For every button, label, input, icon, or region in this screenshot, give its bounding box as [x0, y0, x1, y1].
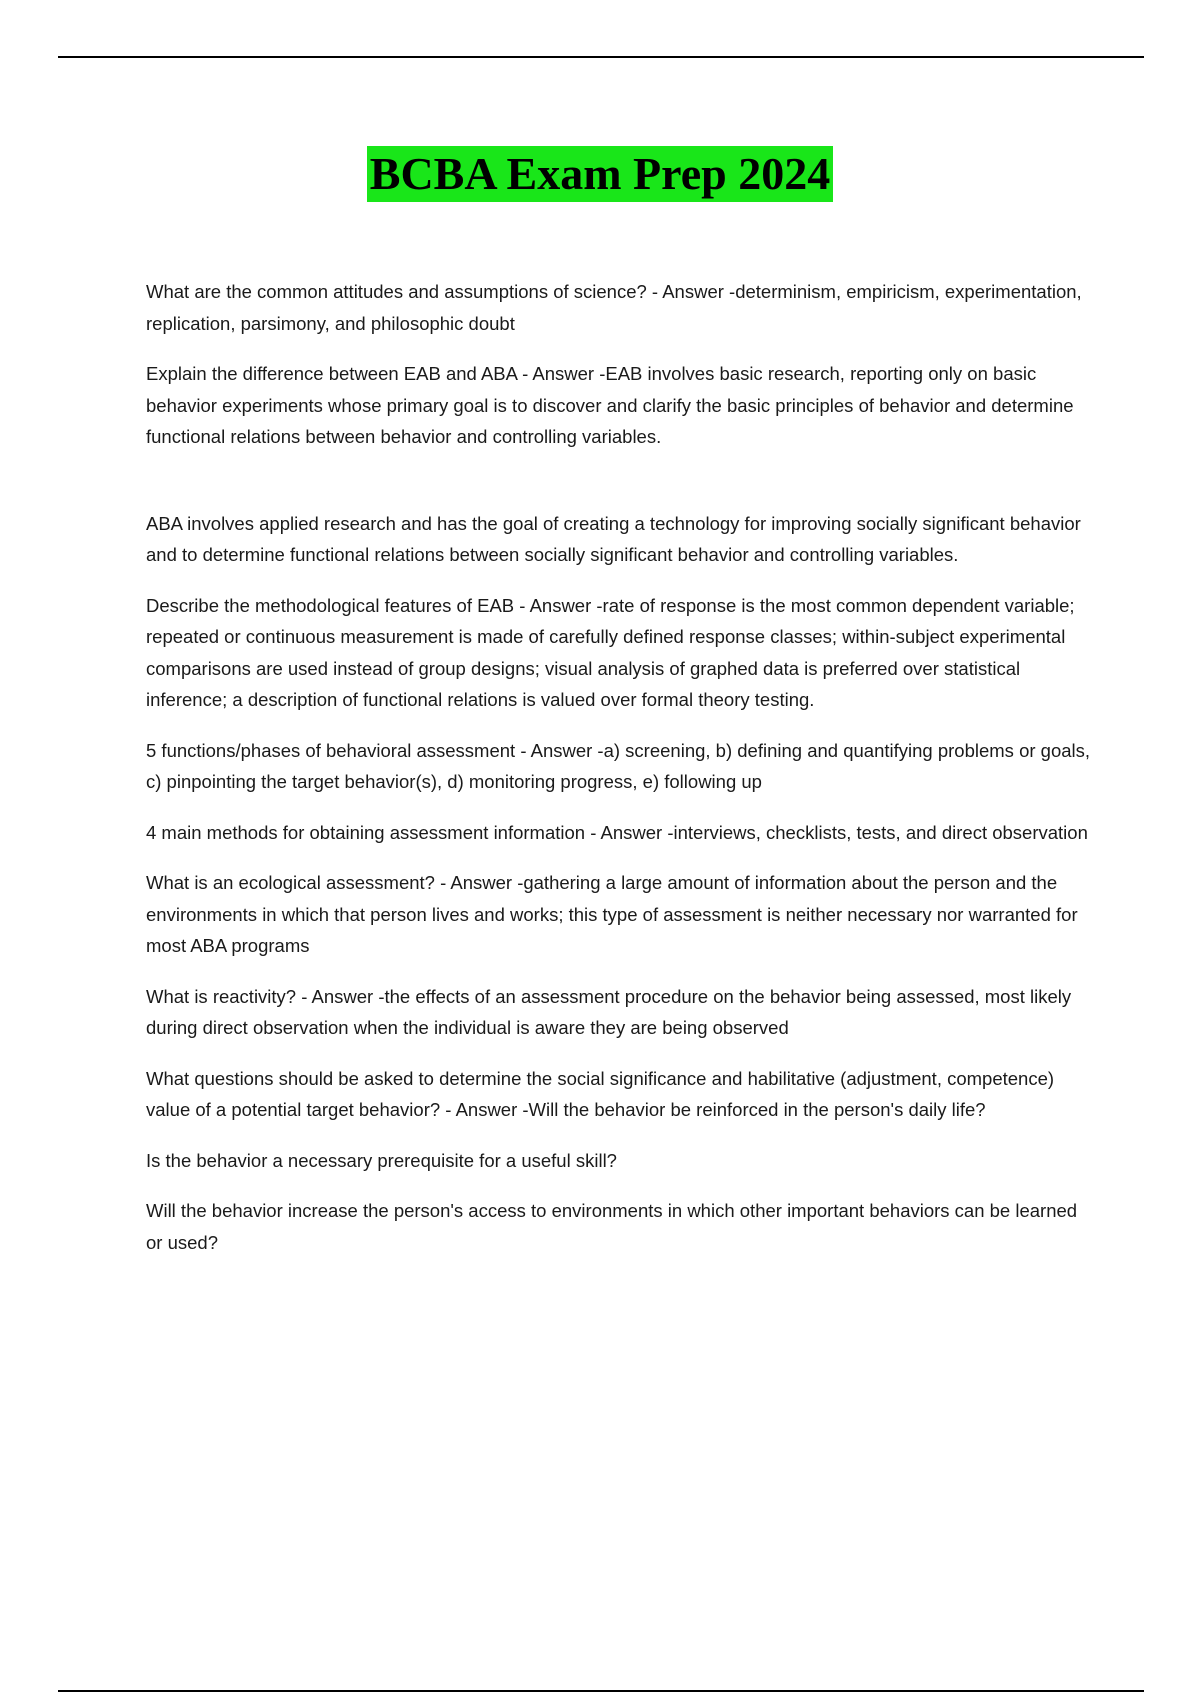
- qa-entry: 4 main methods for obtaining assessment information - Answer -interviews, checklists, tests, and direct observation: [146, 821, 1088, 843]
- bottom-rule: [58, 1690, 1144, 1692]
- qa-entry: ABA involves applied research and has the goal of creating a technology for improving socially significant behavior and to determine functional relations between socially significant behavior and controlling variables.: [146, 512, 1081, 565]
- document-title: BCBA Exam Prep 2024: [367, 146, 833, 202]
- qa-entry: What is an ecological assessment? - Answer -gathering a large amount of information about the person and the environments in which that person lives and works; this type of assessment is neither necessary nor warranted for most ABA programs: [146, 872, 1078, 956]
- qa-entry: What are the common attitudes and assumptions of science? - Answer -determinism, empiricism, experimentation, replication, parsimony, and philosophic doubt: [146, 281, 1082, 334]
- qa-entry: Describe the methodological features of EAB - Answer -rate of response is the most common dependent variable; repeated or continuous measurement is made of carefully defined response classes; within-subject experimental comparisons are used instead of group designs; visual analysis of graphed data is preferred over statistical inference; a description of functional relations is valued over formal theory testing.: [146, 594, 1075, 710]
- qa-entry: Will the behavior increase the person's access to environments in which other important behaviors can be learned or used?: [146, 1200, 1078, 1253]
- title-container: [0, 146, 1200, 202]
- qa-entry: What questions should be asked to determine the social significance and habilitative (adjustment, competence) value of a potential target behavior? - Answer -Will the behavior be reinforced in the person's daily life?: [146, 1067, 1055, 1120]
- top-rule: [58, 56, 1144, 58]
- document-body: [146, 276, 1096, 1277]
- qa-entry: 5 functions/phases of behavioral assessment - Answer -a) screening, b) defining and quantifying problems or goals, c) pinpointing the target behavior(s), d) monitoring progress, e) following up: [146, 739, 1091, 792]
- qa-entry: Explain the difference between EAB and ABA - Answer -EAB involves basic research, reporting only on basic behavior experiments whose primary goal is to discover and clarify the basic principles of behavior and determine functional relations between behavior and controlling variables.: [146, 363, 1074, 447]
- qa-entry: Is the behavior a necessary prerequisite for a useful skill?: [146, 1149, 617, 1171]
- qa-entry: What is reactivity? - Answer -the effects of an assessment procedure on the behavior being assessed, most likely during direct observation when the individual is aware they are being observed: [146, 985, 1072, 1038]
